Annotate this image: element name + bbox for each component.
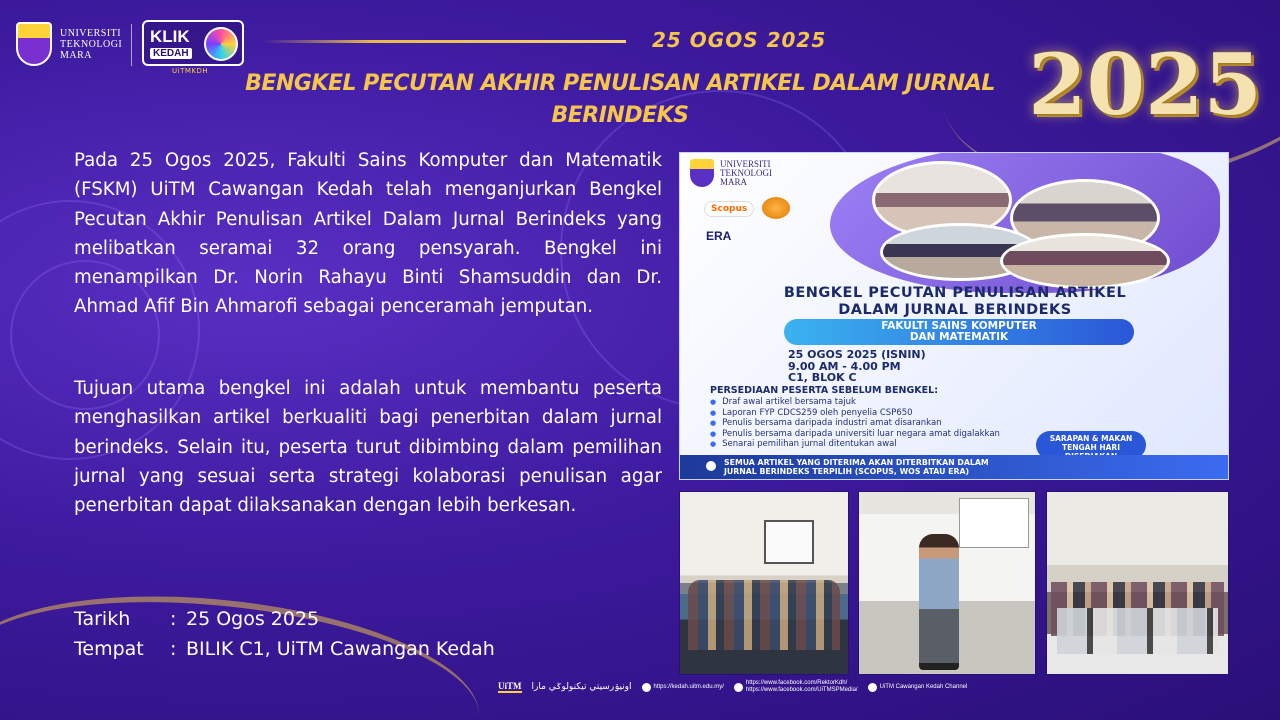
participants-group [688,580,840,650]
footer-website[interactable]: https://kedah.uitm.edu.my/ [642,683,724,692]
footer-jawi-text: اونيۏرسيتي تيكنولوݢي مارا [531,682,632,692]
date-row [74,604,495,634]
youtube-icon [868,683,877,692]
page-footer [498,680,967,694]
workshop-session-photo [1046,491,1229,675]
venue-separator: : [170,638,177,660]
poster-faculty-badge: FAKULTI SAINS KOMPUTER DAN MATEMATIK [784,319,1134,345]
klik-kedah-logo [142,20,244,66]
poster-uitm-logo: UNIVERSITI TEKNOLOGI MARA [690,159,772,187]
facebook-icon [734,683,743,692]
list-item: ● Draf awal artikel bersama tajuk [710,397,1000,408]
kedah-logo-text: KEDAH [150,48,192,59]
header-gold-line [262,40,626,43]
group-photo [679,491,849,675]
venue-label: Tempat [74,638,144,660]
scopus-logo: Scopus [704,201,754,217]
projector-screen [959,498,1029,548]
swirl-icon [204,27,238,61]
poster-photo [1000,233,1170,289]
era-logo: ERA [706,229,732,243]
date-label: Tarikh [74,608,131,630]
uitm-crest-icon [16,22,52,66]
list-item: ● Laporan FYP CDCS259 oleh penyelia CSP650 [710,408,1000,419]
venue-row [74,634,495,664]
poster-prep-list [710,397,1000,450]
footer-youtube[interactable]: UiTM Cawangan Kedah Channel [868,683,968,692]
web-of-science-logo-icon [762,197,790,219]
eye-icon [706,461,716,471]
uitm-logo [16,22,122,66]
footer-uitm-logo: UiTM [498,681,522,691]
description-paragraph: Pada 25 Ogos 2025, Fakulti Sains Komputer dan Matematik (FSKM) UiTM Cawangan Kedah telah menganjurkan Bengkel Pecutan Akhir Penulisan Artikel Dalam Jurnal Berindeks yang melibatkan seramai 32 orang pensyarah. Bengkel ini menampilkan Dr. Norin Rahayu Binti Shamsuddin dan Dr. Ahmad Afif Bin Ahmarofi sebagai penceramah jemputan. [74,150,662,318]
poster-prep-heading: PERSEDIAAN PESERTA SEBELUM BENGKEL: [710,385,938,396]
poster-event-details: 25 OGOS 2025 (ISNIN) 9.00 AM - 4.00 PM C1, BLOK C [788,348,926,384]
globe-icon [642,683,651,692]
uitm-logo-text: UNIVERSITI TEKNOLOGI MARA [60,27,123,61]
speaker-photo [858,491,1036,675]
header-date: 25 OGOS 2025 [652,28,827,52]
poster-footer: SEMUA ARTIKEL YANG DITERIMA AKAN DITERBITKAN DALAM JURNAL BERINDEKS TERPILIH (SCOPUS, WOS ATAU ERA) [680,455,1229,479]
date-value: 25 Ogos 2025 [186,608,320,630]
list-item: ● Penulis bersama daripada industri amat disarankan [710,418,1000,429]
date-separator: : [170,608,177,630]
event-poster [679,152,1229,480]
uitm-crest-icon [690,159,714,187]
objective-paragraph: Tujuan utama bengkel ini adalah untuk membantu peserta menghasilkan artikel berkualiti bagi penerbitan dalam jurnal berindeks. Selain itu, peserta turut dibimbing dalam pemilihan jurnal yang sesuai serta strategi kolaborasi penulisan agar penerbitan dapat dilaksanakan dengan lebih berkesan. [74,378,662,517]
speaker-figure [919,534,959,670]
projector-screen [764,520,814,564]
event-info [74,604,495,664]
laptops-row [1057,608,1218,654]
klik-logo-text: KLIK [150,26,190,46]
page-title: BENGKEL PECUTAN AKHIR PENULISAN ARTIKEL DALAM JURNAL BERINDEKS [245,71,995,128]
poster-heading: BENGKEL PECUTAN PENULISAN ARTIKEL DALAM JURNAL BERINDEKS [783,285,1127,318]
list-item: ● Senarai pemilihan jurnal ditentukan awal [710,439,1000,450]
venue-value: BILIK C1, UiTM Cawangan Kedah [186,638,495,660]
year-emblem: 2025 [1028,35,1262,134]
list-item: ● Penulis bersama daripada universiti luar negara amat digalakkan [710,429,1000,440]
footer-facebook[interactable]: https://www.facebook.com/RektorKdh/ https://www.facebook.com/UiTMSPMedia/ [734,680,858,694]
logo-divider [131,24,132,66]
klik-logo-subtitle: UiTMKDH [172,67,209,75]
poster-meal-badge: SARAPAN & MAKAN TENGAH HARI [1036,431,1146,459]
